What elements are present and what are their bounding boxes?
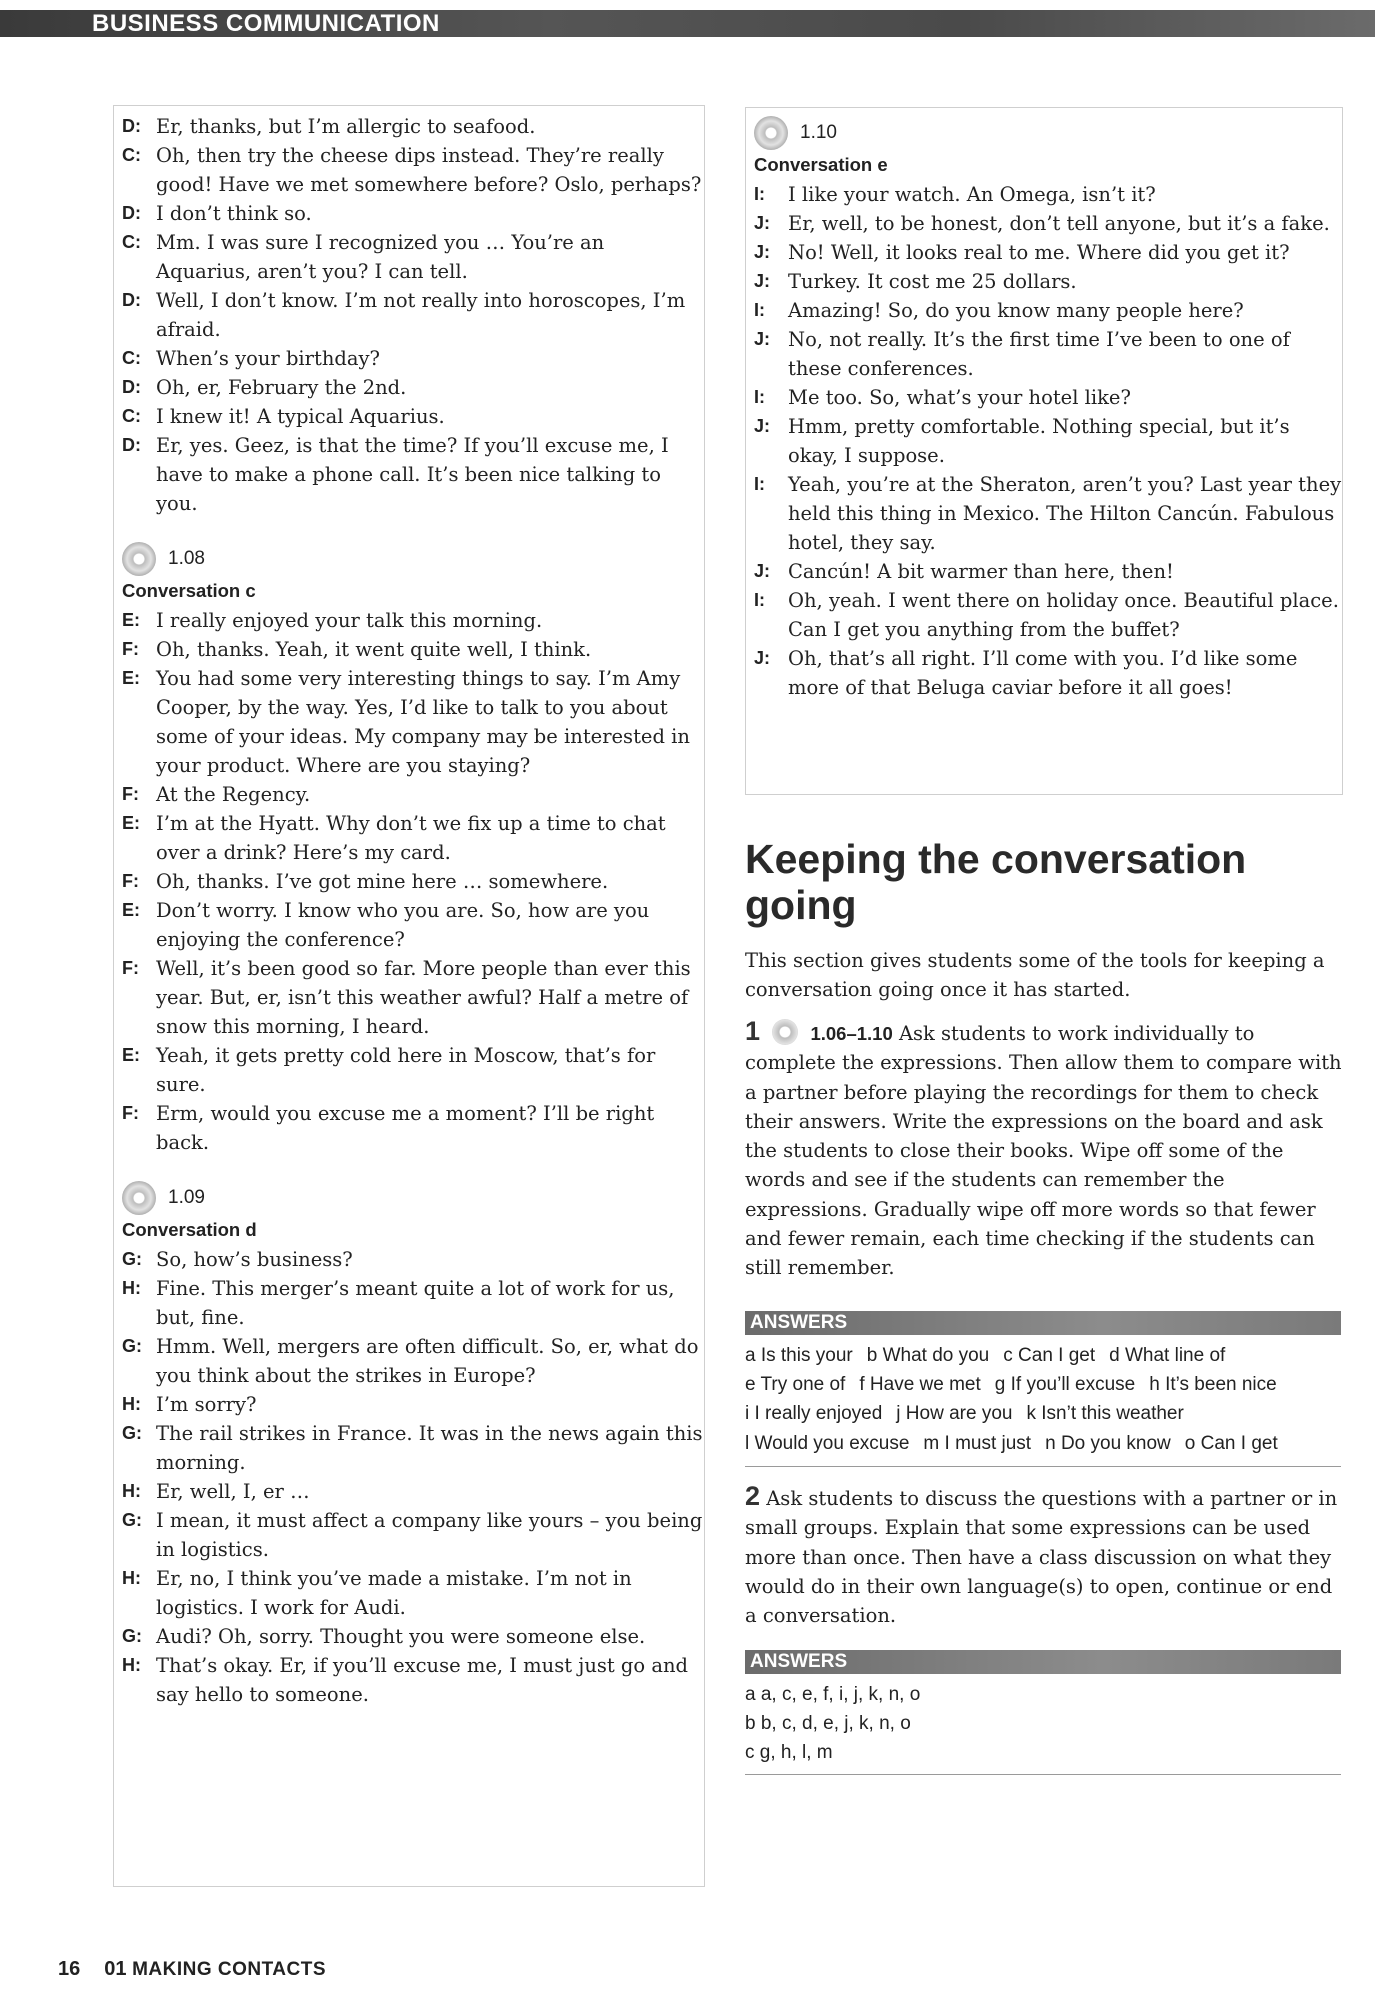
speaker-label: F:: [122, 639, 139, 659]
audio-cd-icon: [772, 1019, 798, 1045]
dialogue-line: [746, 267, 1342, 296]
unit-title: MAKING CONTACTS: [132, 1959, 327, 1980]
track-1-09: [114, 1181, 704, 1215]
speech-text: Oh, thanks. Yeah, it went quite well, I think.: [156, 638, 592, 661]
speech-text: No, not really. It’s the first time I’ve been to one of these conferences.: [788, 328, 1290, 380]
dialogue-line: [114, 1419, 704, 1477]
speaker-label: F:: [122, 1103, 139, 1123]
dialogue-line: [114, 809, 704, 867]
speech-text: Cancún! A bit warmer than here, then!: [788, 560, 1174, 583]
answer-item: h It’s been nice: [1149, 1374, 1277, 1396]
dialogue-line: [114, 141, 704, 199]
answer-row: [745, 1429, 1341, 1458]
answers-list-2: [745, 1680, 1341, 1768]
answers-label: ANSWERS: [750, 1312, 848, 1333]
dialogue-line: [746, 325, 1342, 383]
divider: [745, 1466, 1341, 1467]
page-footer: [58, 1958, 326, 1981]
dialogue-line: [746, 644, 1342, 702]
step-1-text: Ask students to work individually to complete the expressions. Then allow them to compare with a partner before playing the recordings for them to check their answers. Write the expressions on the board and ask the students to close their books. Wipe off some of the words and see if the students can remember the expressions. Gradually wipe off more words so that fewer and fewer remain, each time checking if the students can still remember.: [745, 1022, 1342, 1280]
dialogue-line: [114, 664, 704, 780]
answer-item: k Isn’t this weather: [1026, 1403, 1184, 1425]
dialogue-line: [746, 470, 1342, 557]
dialogue-line: [114, 286, 704, 344]
speech-text: No! Well, it looks real to me. Where did you get it?: [788, 241, 1290, 264]
speaker-label: C:: [122, 348, 141, 368]
speaker-label: E:: [122, 813, 140, 833]
speech-text: Me too. So, what’s your hotel like?: [788, 386, 1131, 409]
speaker-label: E:: [122, 1045, 140, 1065]
dialogue-line: [746, 180, 1342, 209]
answer-row: [745, 1399, 1341, 1428]
speech-text: I mean, it must affect a company like yours – you being in logistics.: [156, 1509, 703, 1561]
answers-bar-1: [745, 1311, 1341, 1335]
dialogue-line: [114, 1477, 704, 1506]
speaker-label: J:: [754, 271, 771, 291]
dialogue-line: [114, 1332, 704, 1390]
track-1-10: [746, 116, 1342, 150]
speech-text: Well, it’s been good so far. More people than ever this year. But, er, isn’t this weather awful? Half a metre of snow this morning, I heard.: [156, 957, 691, 1038]
speech-text: Mm. I was sure I recognized you … You’re an Aquarius, aren’t you? I can tell.: [156, 231, 605, 283]
speech-text: Oh, thanks. I’ve got mine here … somewhere.: [156, 870, 609, 893]
dialogue-line: [114, 780, 704, 809]
dialogue-line: [114, 199, 704, 228]
dialogue-line: [114, 1506, 704, 1564]
speaker-label: I:: [754, 300, 765, 320]
speech-text: The rail strikes in France. It was in the news again this morning.: [156, 1422, 703, 1474]
speech-text: Hmm, pretty comfortable. Nothing special, but it’s okay, I suppose.: [788, 415, 1290, 467]
answer-item: d What line of: [1109, 1345, 1226, 1366]
step-number: 2: [745, 1481, 761, 1511]
speaker-label: J:: [754, 242, 771, 262]
speech-text: I’m at the Hyatt. Why don’t we fix up a time to chat over a drink? Here’s my card.: [156, 812, 666, 864]
speech-text: That’s okay. Er, if you’ll excuse me, I must just go and say hello to someone.: [156, 1654, 689, 1706]
answer-item: b What do you: [866, 1345, 990, 1366]
speech-text: I knew it! A typical Aquarius.: [156, 405, 445, 428]
speaker-label: C:: [122, 145, 141, 165]
answer-item: c g, h, l, m: [745, 1742, 833, 1764]
dialogue-line: [114, 635, 704, 664]
speaker-label: J:: [754, 329, 771, 349]
speaker-label: J:: [754, 213, 771, 233]
dialogue-line: [746, 209, 1342, 238]
speaker-label: G:: [122, 1336, 142, 1356]
speech-text: Audi? Oh, sorry. Thought you were someone else.: [156, 1625, 646, 1648]
speaker-label: J:: [754, 561, 771, 581]
speaker-label: G:: [122, 1249, 142, 1269]
dialogue-line: [114, 1390, 704, 1419]
speaker-label: C:: [122, 232, 141, 252]
conversation-title: Conversation c: [122, 580, 256, 601]
speech-text: Er, no, I think you’ve made a mistake. I’m not in logistics. I work for Audi.: [156, 1567, 632, 1619]
dialogue-line: [114, 1622, 704, 1651]
dialogue-line: [114, 606, 704, 635]
speech-text: I like your watch. An Omega, isn’t it?: [788, 183, 1156, 206]
track-number: 1.08: [168, 548, 205, 569]
speaker-label: F:: [122, 958, 139, 978]
answer-item: o Can I get: [1184, 1432, 1278, 1454]
audio-cd-icon: [754, 116, 788, 150]
speaker-label: D:: [122, 290, 141, 310]
speaker-label: H:: [122, 1278, 141, 1298]
answers-label: ANSWERS: [750, 1651, 848, 1672]
speaker-label: D:: [122, 203, 141, 223]
speech-text: Erm, would you excuse me a moment? I’ll be right back.: [156, 1102, 655, 1154]
answer-row: [745, 1370, 1341, 1399]
speaker-label: G:: [122, 1510, 142, 1530]
running-header: BUSINESS COMMUNICATION: [92, 10, 440, 37]
speaker-label: I:: [754, 474, 765, 494]
answer-item: a Is this your: [745, 1345, 853, 1366]
unit-number: 01: [104, 1958, 127, 1980]
speech-text: At the Regency.: [156, 783, 311, 806]
speaker-label: F:: [122, 784, 139, 804]
dialogue-line: [114, 1651, 704, 1709]
speech-text: Fine. This merger’s meant quite a lot of work for us, but, fine.: [156, 1277, 675, 1329]
speaker-label: G:: [122, 1423, 142, 1443]
speech-text: Er, well, I, er …: [156, 1480, 310, 1503]
page-number: 16: [58, 1958, 81, 1980]
conversation-d: [114, 1245, 704, 1709]
speaker-label: I:: [754, 387, 765, 407]
dialogue-line: [746, 238, 1342, 267]
dialogue-line: [114, 402, 704, 431]
step-number: 1: [745, 1016, 761, 1046]
speaker-label: E:: [122, 610, 140, 630]
answer-item: n Do you know: [1045, 1432, 1171, 1454]
dialogue-line: [746, 557, 1342, 586]
speech-text: Yeah, you’re at the Sheraton, aren’t you? Last year they held this thing in Mexico. The Hilton Cancún. Fabulous hotel, they say.: [788, 473, 1342, 554]
dialogue-line: [746, 412, 1342, 470]
answer-item: m I must just: [923, 1432, 1032, 1454]
conversation-b-continued: [114, 106, 704, 518]
speaker-label: D:: [122, 116, 141, 136]
speech-text: Oh, that’s all right. I’ll come with you. I’d like some more of that Beluga caviar before it all goes!: [788, 647, 1298, 699]
speaker-label: I:: [754, 184, 765, 204]
dialogue-line: [114, 1274, 704, 1332]
speech-text: I’m sorry?: [156, 1393, 257, 1416]
speech-text: Don’t worry. I know who you are. So, how are you enjoying the conference?: [156, 899, 650, 951]
dialogue-line: [114, 1245, 704, 1274]
conversation-title: Conversation e: [754, 154, 888, 175]
dialogue-line: [746, 296, 1342, 325]
speech-text: Yeah, it gets pretty cold here in Moscow, that’s for sure.: [156, 1044, 656, 1096]
step-2-text: Ask students to discuss the questions with a partner or in small groups. Explain that some expressions can be used more than once. Then have a class discussion on what they would do in their own language(s) to open, continue or end a conversation.: [745, 1487, 1338, 1628]
step-2-paragraph: [745, 1482, 1345, 1630]
dialogue-line: [114, 373, 704, 402]
dialogue-line: [114, 1099, 704, 1157]
divider: [745, 1774, 1341, 1775]
transcript-panel-right: [745, 107, 1343, 795]
answer-row: [745, 1341, 1341, 1370]
conversation-title: Conversation d: [122, 1219, 257, 1240]
speaker-label: F:: [122, 871, 139, 891]
speaker-label: J:: [754, 416, 771, 436]
audio-cd-icon: [122, 1181, 156, 1215]
answers-bar-2: [745, 1650, 1341, 1674]
speech-text: Turkey. It cost me 25 dollars.: [788, 270, 1077, 293]
track-1-08: [114, 542, 704, 576]
answer-item: e Try one of: [745, 1374, 846, 1396]
speech-text: Er, well, to be honest, don’t tell anyone, but it’s a fake.: [788, 212, 1330, 235]
speaker-label: C:: [122, 406, 141, 426]
answer-item: f Have we met: [859, 1374, 981, 1396]
speaker-label: H:: [122, 1568, 141, 1588]
dialogue-line: [114, 1564, 704, 1622]
track-number: 1.09: [168, 1187, 205, 1208]
dialogue-line: [746, 383, 1342, 412]
answer-item: l Would you excuse: [745, 1432, 910, 1454]
dialogue-line: [114, 867, 704, 896]
dialogue-line: [114, 112, 704, 141]
transcript-panel-left: [113, 105, 705, 1887]
speech-text: I don’t think so.: [156, 202, 312, 225]
track-reference: 1.06–1.10: [810, 1023, 893, 1044]
dialogue-line: [114, 896, 704, 954]
speech-text: I really enjoyed your talk this morning.: [156, 609, 543, 632]
answer-item: b b, c, d, e, j, k, n, o: [745, 1713, 911, 1735]
speaker-label: I:: [754, 590, 765, 610]
speaker-label: H:: [122, 1655, 141, 1675]
speech-text: Oh, er, February the 2nd.: [156, 376, 407, 399]
dialogue-line: [114, 1041, 704, 1099]
answer-item: g If you’ll excuse: [994, 1374, 1136, 1396]
dialogue-line: [114, 228, 704, 286]
dialogue-line: [746, 586, 1342, 644]
speaker-label: H:: [122, 1394, 141, 1414]
speaker-label: H:: [122, 1481, 141, 1501]
conversation-e: [746, 180, 1342, 702]
speech-text: Er, yes. Geez, is that the time? If you’ll excuse me, I have to make a phone call. It’s been nice talking to you.: [156, 434, 669, 515]
track-number: 1.10: [800, 122, 837, 143]
speech-text: Er, thanks, but I’m allergic to seafood.: [156, 115, 536, 138]
speech-text: You had some very interesting things to say. I’m Amy Cooper, by the way. Yes, I’d like to talk to you about some of your ideas. My company may be interested in your product. Where are you staying?: [156, 667, 690, 777]
speaker-label: G:: [122, 1626, 142, 1646]
conversation-c: [114, 606, 704, 1157]
speaker-label: E:: [122, 668, 140, 688]
section-intro: This section gives students some of the tools for keeping a conversation going once it has started.: [745, 949, 1325, 1002]
dialogue-line: [114, 431, 704, 518]
dialogue-line: [114, 344, 704, 373]
speaker-label: J:: [754, 648, 771, 668]
speech-text: Oh, then try the cheese dips instead. They’re really good! Have we met somewhere before? Oslo, perhaps?: [156, 144, 702, 196]
answer-item: j How are you: [896, 1403, 1013, 1425]
speech-text: So, how’s business?: [156, 1248, 353, 1271]
speaker-label: D:: [122, 435, 141, 455]
speech-text: Amazing! So, do you know many people here?: [788, 299, 1244, 322]
section-heading: Keeping the conversation going: [745, 836, 1247, 928]
speech-text: Well, I don’t know. I’m not really into horoscopes, I’m afraid.: [156, 289, 686, 341]
speaker-label: E:: [122, 900, 140, 920]
speech-text: Oh, yeah. I went there on holiday once. Beautiful place. Can I get you anything from the buffet?: [788, 589, 1339, 641]
audio-cd-icon: [122, 542, 156, 576]
speech-text: Hmm. Well, mergers are often difficult. So, er, what do you think about the strikes in Europe?: [156, 1335, 699, 1387]
answer-item: c Can I get: [1003, 1345, 1096, 1366]
step-1-paragraph: [745, 1017, 1345, 1283]
answer-item: i I really enjoyed: [745, 1403, 883, 1425]
speaker-label: D:: [122, 377, 141, 397]
answer-item: a a, c, e, f, i, j, k, n, o: [745, 1684, 921, 1705]
dialogue-line: [114, 954, 704, 1041]
speech-text: When’s your birthday?: [156, 347, 380, 370]
answers-list-1: [745, 1341, 1341, 1458]
